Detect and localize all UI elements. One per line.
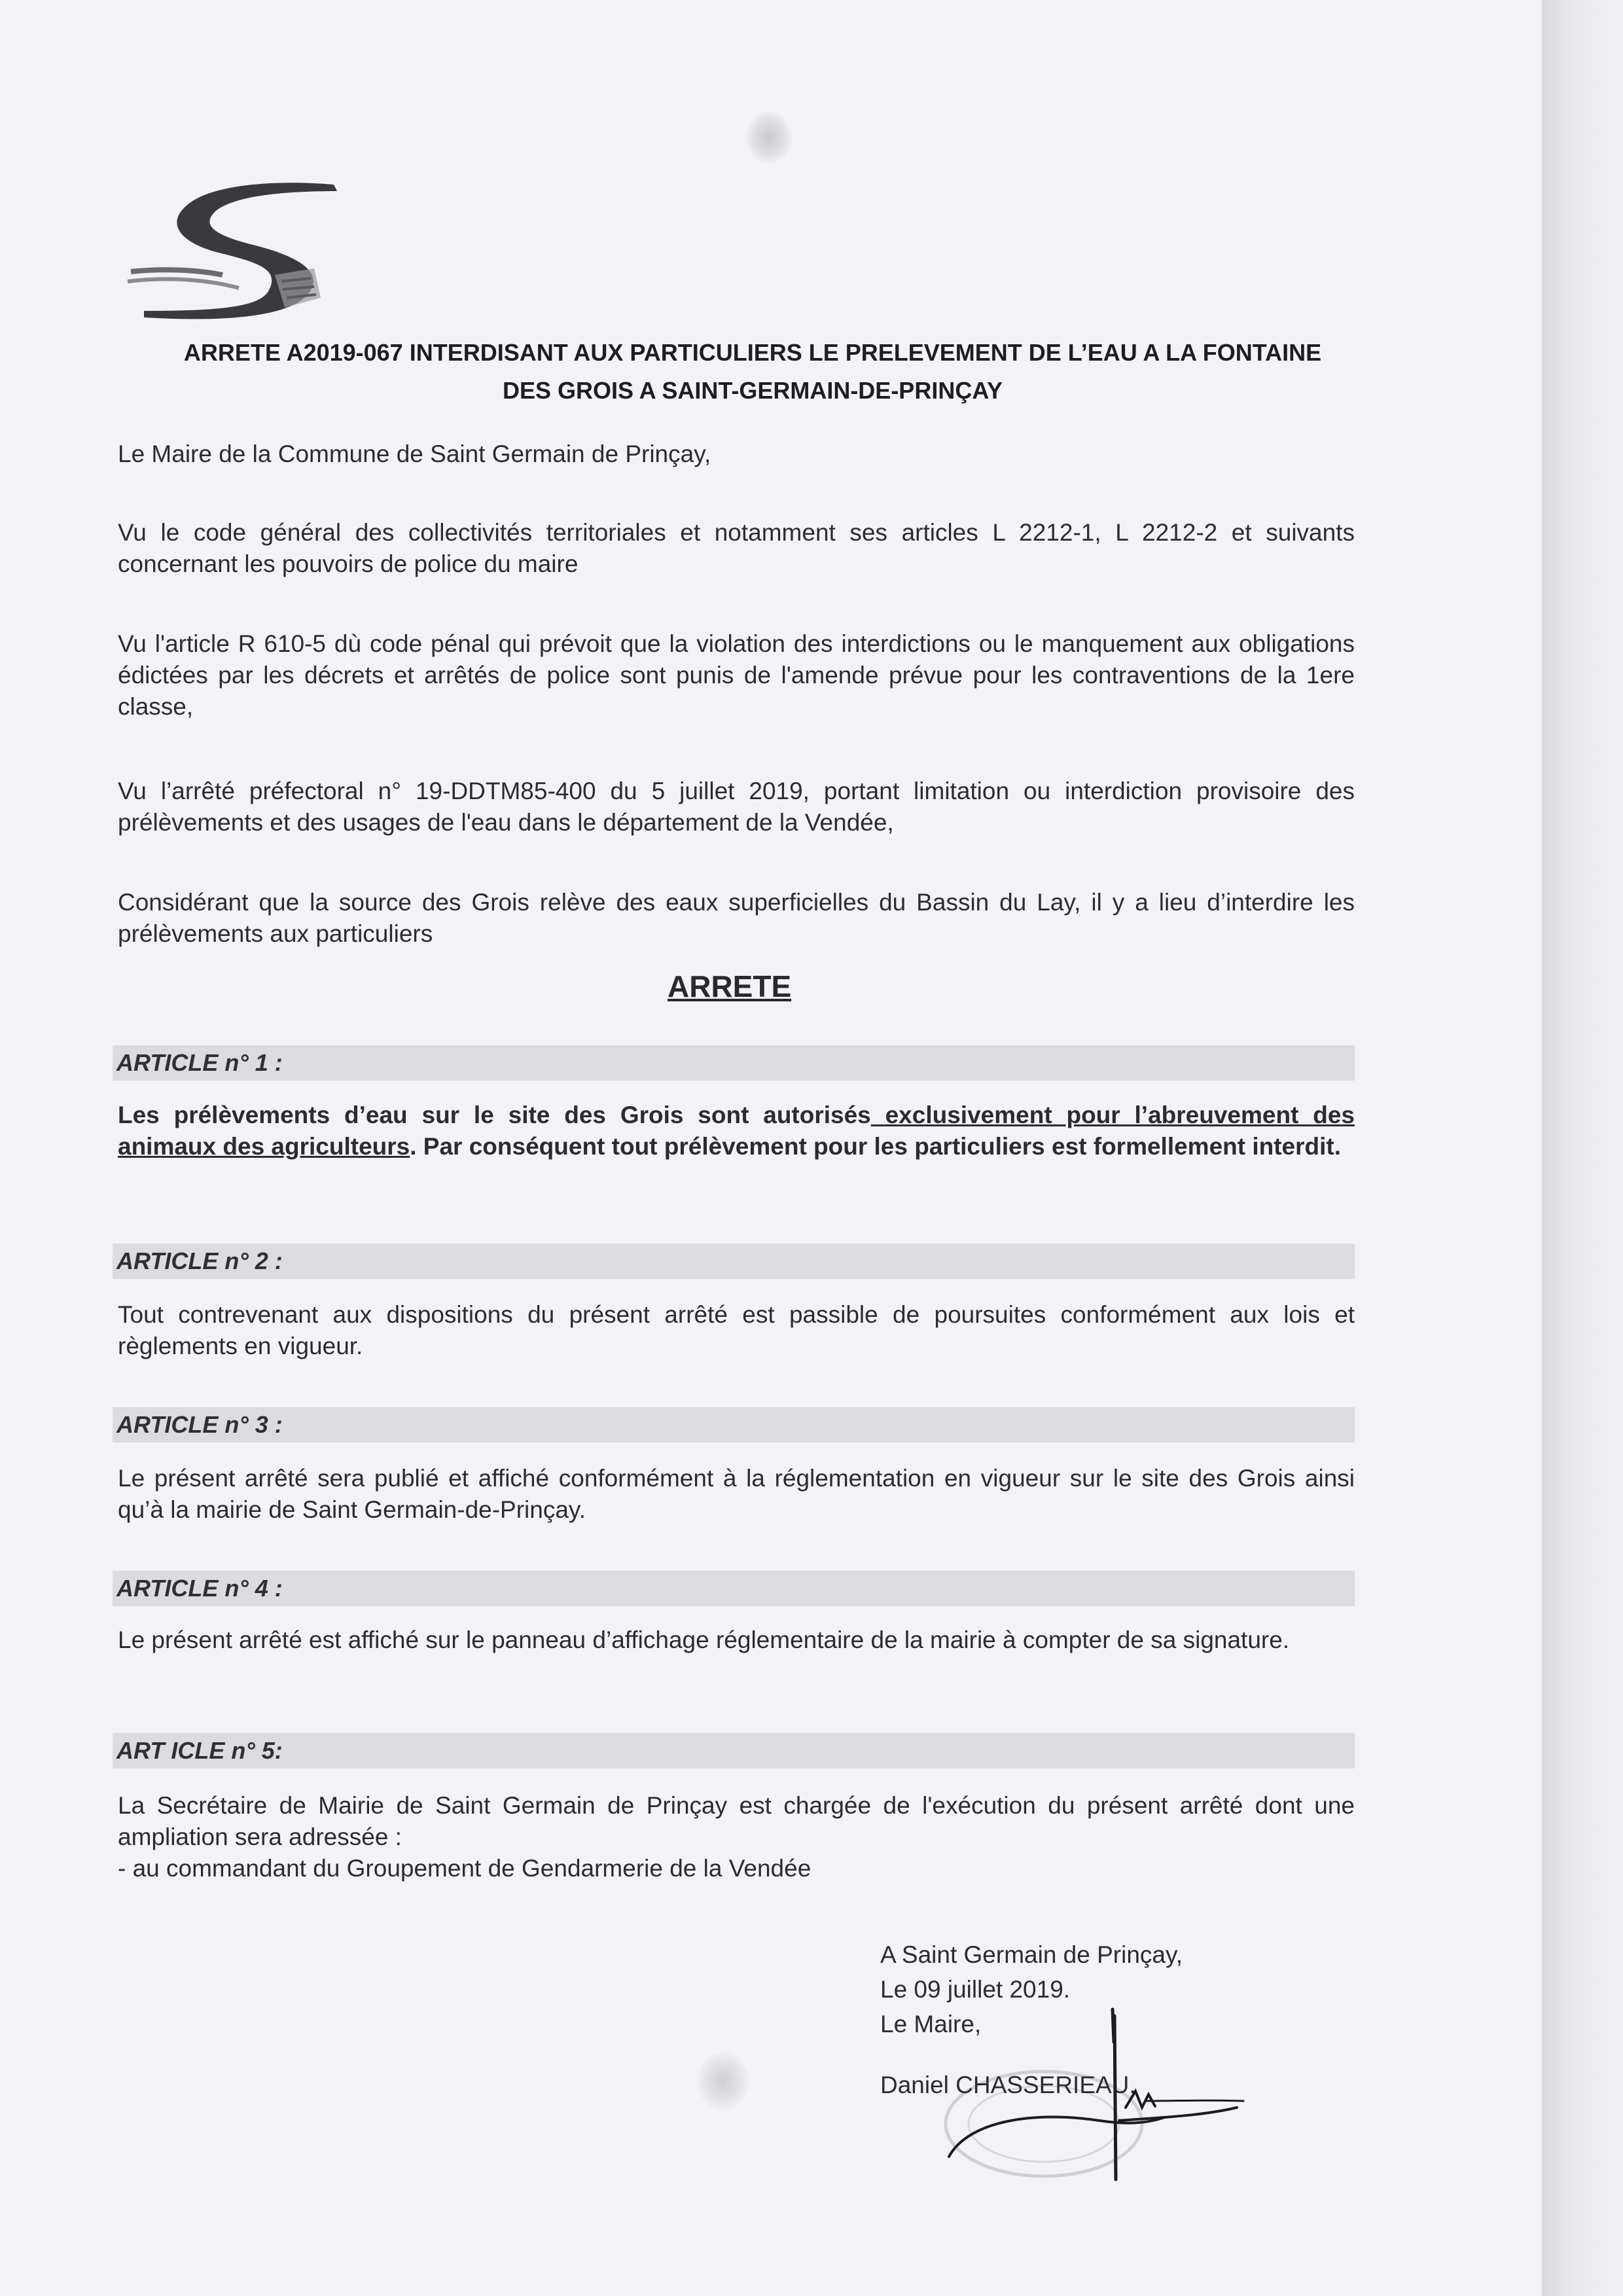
considerant xyxy=(118,887,1355,950)
article-1-text xyxy=(118,1100,1355,1162)
article-3-label: ARTICLE n° 3 : xyxy=(113,1407,1355,1443)
article-2-label: ARTICLE n° 2 : xyxy=(113,1244,1355,1279)
article-5-text-line1: La Secrétaire de Mairie de Saint Germain de Prinçay est chargée de l'exécution du présent arrêté dont une ampliation sera adressée : xyxy=(118,1792,1355,1850)
punch-hole-bottom xyxy=(697,2052,749,2111)
signature-role: Le Maire, xyxy=(880,2011,982,2037)
article-5-label: ART ICLE n° 5: xyxy=(113,1733,1355,1768)
article-2-text: Tout contrevenant aux dispositions du présent arrêté est passible de poursuites conformément aux lois et règlements en vigueur. xyxy=(118,1301,1355,1359)
arrete-heading: ARRETE xyxy=(668,969,792,1003)
signature-date: Le 09 juillet 2019. xyxy=(880,1976,1071,2003)
article-1-body xyxy=(118,1100,1355,1162)
vu-code-penal xyxy=(118,628,1355,723)
article-3-text: Le présent arrêté sera publié et affiché conformément à la réglementation en vigueur sur le site des Grois ainsi qu’à la mairie de Saint Germain-de-Prinçay. xyxy=(118,1465,1355,1523)
signature-place: A Saint Germain de Prinçay, xyxy=(880,1941,1183,1968)
decree-title xyxy=(98,334,1407,410)
article-5-text-line2: - au commandant du Groupement de Gendarmerie de la Vendée xyxy=(118,1855,812,1882)
scanner-edge xyxy=(1542,0,1623,2296)
article-1-label: ARTICLE n° 1 : xyxy=(113,1045,1355,1081)
handwritten-signature xyxy=(929,2003,1270,2199)
vu-code-penal-text: Vu l'article R 610-5 dù code pénal qui prévoit que la violation des interdictions ou le manquement aux obligations édictées par les décrets et arrêtés de police sont punis de l'amende prévue pour les contraventions de la 1ere classe, xyxy=(118,630,1355,720)
article-4-text: Le présent arrêté est affiché sur le panneau d’affichage réglementaire de la mairie à compter de sa signature. xyxy=(118,1626,1290,1653)
article-5-body xyxy=(118,1790,1355,1884)
article-1-text-underlined: exclusivement pour l’abreuvement des animaux des agriculteurs xyxy=(118,1102,1355,1160)
punch-hole-top xyxy=(746,111,792,164)
article-3-body xyxy=(118,1463,1355,1526)
signature-name: Daniel CHASSERIEAU. xyxy=(880,2072,1136,2098)
vu-arrete-prefectoral xyxy=(118,776,1355,838)
article-1-text-part1: Les prélèvements d’eau sur le site des Grois sont autorisés xyxy=(118,1102,871,1128)
article-4-label: ARTICLE n° 4 : xyxy=(113,1571,1355,1606)
considerant-text: Considérant que la source des Grois relève des eaux superficielles du Bassin du Lay, il y a lieu d’interdire les prélèvements aux particuliers xyxy=(118,889,1355,947)
article-1-text-part2: . Par conséquent tout prélèvement pour les particuliers est formellement interdit. xyxy=(410,1133,1342,1160)
article-4-body xyxy=(118,1624,1355,1656)
vu-arrete-prefectoral-text: Vu l’arrêté préfectoral n° 19-DDTM85-400 du 5 juillet 2019, portant limitation ou interdiction provisoire des prélèvements et des usages de l'eau dans le département de la Vendée, xyxy=(118,778,1355,836)
article-2-body xyxy=(118,1299,1355,1362)
commune-s-logo xyxy=(118,177,353,324)
decree-title-line1: ARRETE A2019-067 INTERDISANT AUX PARTICULIERS LE PRELEVEMENT DE L’EAU A LA FONTAINE xyxy=(183,339,1322,366)
decree-title-line2: DES GROIS A SAINT-GERMAIN-DE-PRINÇAY xyxy=(502,377,1003,404)
mayor-intro-text: Le Maire de la Commune de Saint Germain de Prinçay, xyxy=(118,440,711,467)
vu-code-general-text: Vu le code général des collectivités territoriales et notamment ses articles L 2212-1, L 2212-2 et suivants concernant les pouvoirs de police du maire xyxy=(118,519,1355,577)
mayor-intro xyxy=(118,439,1355,470)
vu-code-general xyxy=(118,517,1355,580)
